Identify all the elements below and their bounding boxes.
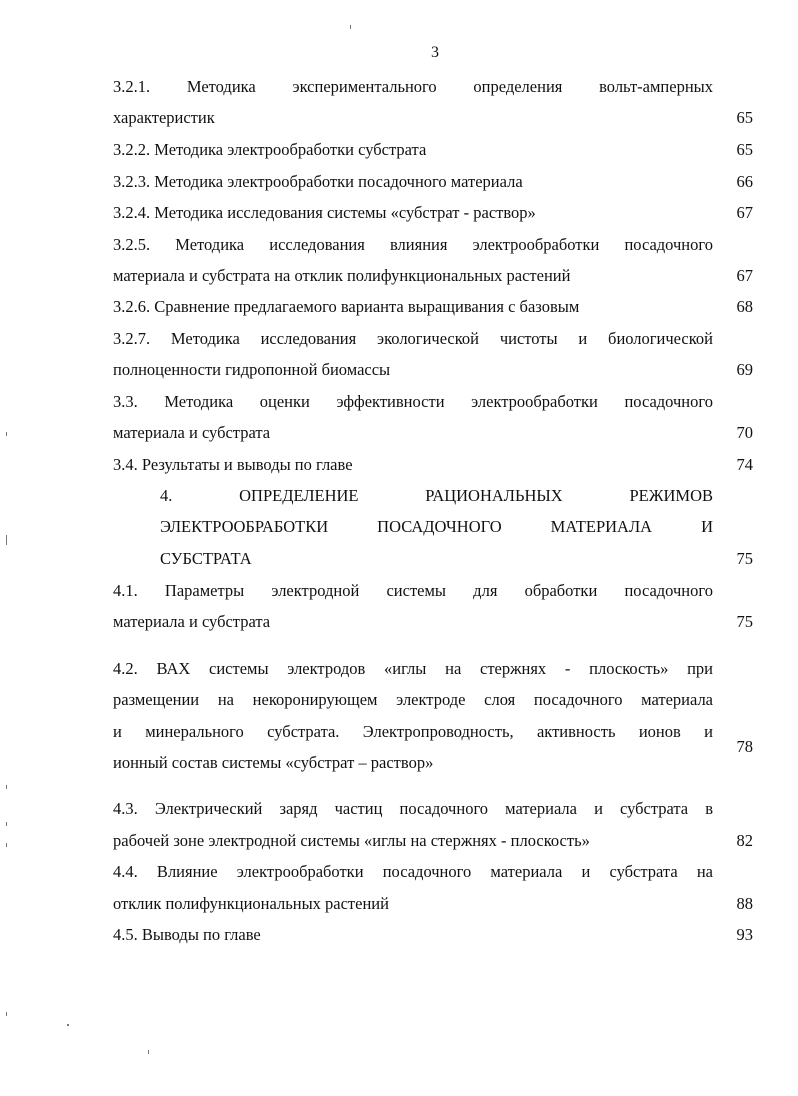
toc-line: 3.2.3. Методика электрообработки посадочного материала bbox=[113, 172, 523, 191]
toc-line: 4.5. Выводы по главе bbox=[113, 925, 261, 944]
scan-speck bbox=[6, 822, 7, 826]
toc-page-number: 82 bbox=[736, 831, 753, 850]
chapter-heading-line: СУБСТРАТА bbox=[160, 549, 252, 568]
toc-page-number: 70 bbox=[736, 423, 753, 442]
scan-speck bbox=[6, 843, 7, 847]
toc-page-number: 93 bbox=[736, 925, 753, 944]
toc-page-number: 78 bbox=[736, 737, 753, 756]
toc-line: материала и субстрата на отклик полифункциональных растений bbox=[113, 266, 571, 285]
toc-page-number: 69 bbox=[736, 360, 753, 379]
toc-line: 4.3. Электрический заряд частиц посадочного материала и субстрата в bbox=[113, 799, 713, 818]
toc-page-number: 75 bbox=[736, 549, 753, 568]
toc-line: отклик полифункциональных растений bbox=[113, 894, 389, 913]
toc-line: материала и субстрата bbox=[113, 423, 271, 442]
scan-speck bbox=[67, 1024, 69, 1026]
toc-page-number: 68 bbox=[736, 297, 753, 316]
toc-line: 4.2. ВАХ системы электродов «иглы на стержнях - плоскость» при bbox=[113, 659, 713, 678]
toc-line: 4.4. Влияние электрообработки посадочного материала и субстрата на bbox=[113, 862, 713, 881]
toc-page-number: 66 bbox=[736, 172, 753, 191]
toc-line: 4.1. Параметры электродной системы для обработки посадочного bbox=[113, 581, 713, 600]
toc-line: 3.2.5. Методика исследования влияния электрообработки посадочного bbox=[113, 235, 713, 254]
scan-speck bbox=[6, 432, 7, 436]
page-number: 3 bbox=[431, 44, 439, 61]
toc-line: 3.2.6. Сравнение предлагаемого варианта выращивания с базовым bbox=[113, 297, 580, 316]
toc-line: 3.2.1. Методика экспериментального определения вольт-амперных bbox=[113, 77, 713, 96]
toc-line: рабочей зоне электродной системы «иглы на стержнях - плоскость» bbox=[113, 831, 590, 850]
toc-page-number: 74 bbox=[736, 455, 753, 474]
scan-speck bbox=[6, 1012, 7, 1016]
toc-page-number: 88 bbox=[736, 894, 753, 913]
toc-line: размещении на некоронирующем электроде слоя посадочного материала bbox=[113, 690, 713, 709]
chapter-heading-line: 4. ОПРЕДЕЛЕНИЕ РАЦИОНАЛЬНЫХ РЕЖИМОВ bbox=[160, 486, 713, 505]
toc-line: 3.3. Методика оценки эффективности электрообработки посадочного bbox=[113, 392, 713, 411]
toc-page-number: 65 bbox=[736, 140, 753, 159]
toc-page-number: 67 bbox=[736, 266, 753, 285]
toc-line: 3.2.2. Методика электрообработки субстрата bbox=[113, 140, 427, 159]
toc-page-number: 65 bbox=[736, 108, 753, 127]
toc-page-number: 75 bbox=[736, 612, 753, 631]
scan-speck bbox=[6, 535, 7, 545]
toc-line: полноценности гидропонной биомассы bbox=[113, 360, 391, 379]
toc-line: 3.4. Результаты и выводы по главе bbox=[113, 455, 353, 474]
toc-line: 3.2.4. Методика исследования системы «субстрат - раствор» bbox=[113, 203, 536, 222]
toc-line: 3.2.7. Методика исследования экологической чистоты и биологической bbox=[113, 329, 713, 348]
toc-page-number: 67 bbox=[736, 203, 753, 222]
toc-line: ионный состав системы «субстрат – раствор» bbox=[113, 753, 434, 772]
chapter-heading-line: ЭЛЕКТРООБРАБОТКИ ПОСАДОЧНОГО МАТЕРИАЛА И bbox=[160, 517, 713, 536]
toc-line: материала и субстрата bbox=[113, 612, 271, 631]
scan-speck bbox=[350, 25, 351, 29]
scan-speck bbox=[148, 1050, 149, 1054]
scan-speck bbox=[6, 785, 7, 789]
toc-line: и минерального субстрата. Электропроводность, активность ионов и bbox=[113, 722, 713, 741]
toc-line: характеристик bbox=[113, 108, 215, 127]
